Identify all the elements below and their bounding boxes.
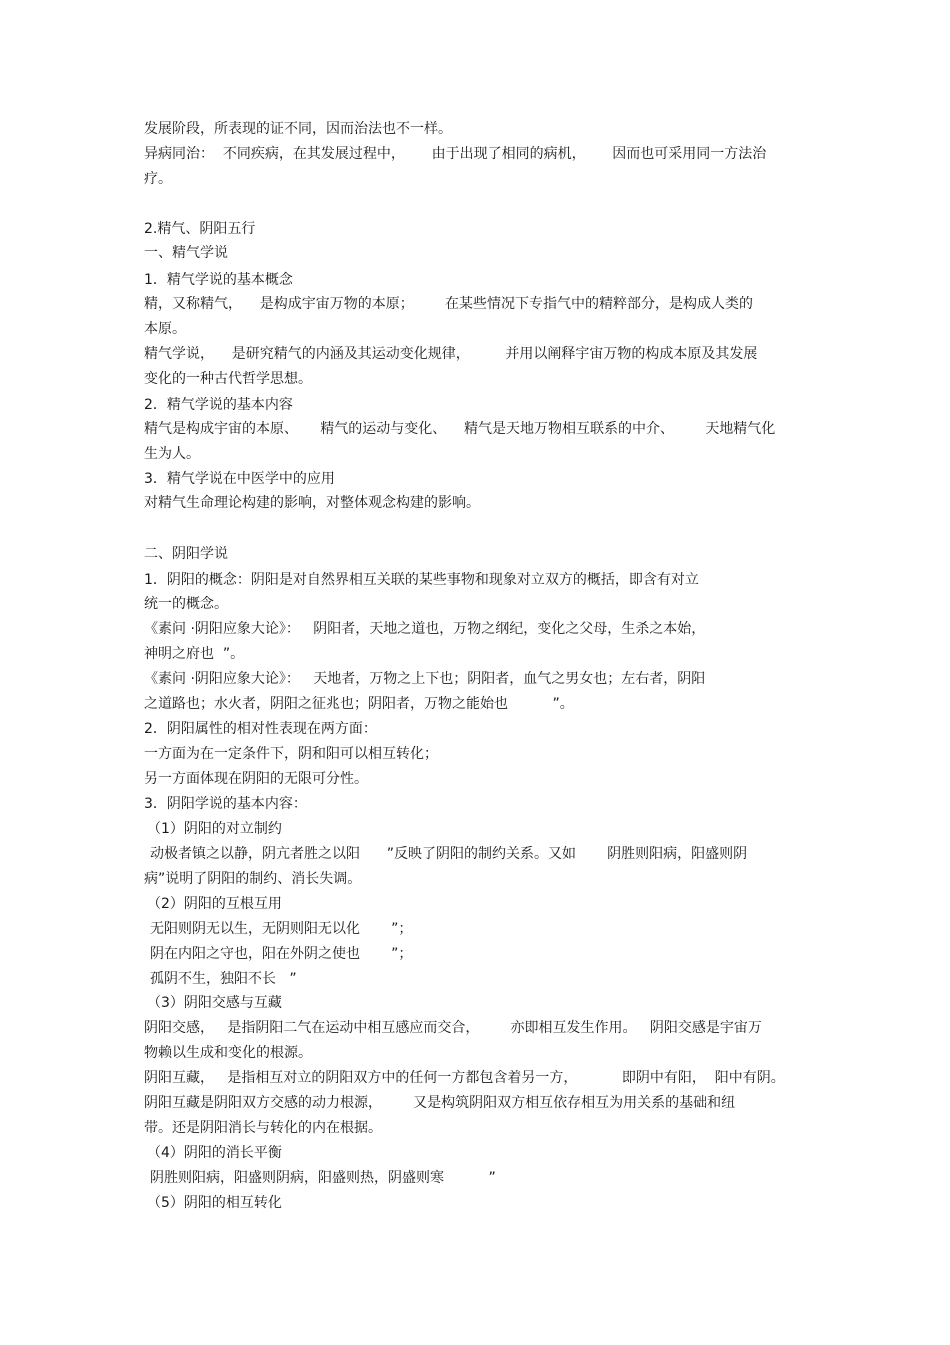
subheading: 3．阴阳学说的基本内容： (144, 796, 307, 812)
section-heading: 一、精气学说 (144, 245, 228, 261)
text-line: 病”说明了阴阳的制约、消长失调。 (144, 871, 362, 887)
text-line: 带。还是阴阳消长与转化的内在根据。 (144, 1120, 382, 1136)
text-line: 神明之府也 ”。 (144, 646, 245, 662)
text-line: 1．阴阳的概念：阴阳是对自然界相互关联的某些事物和现象对立双方的概括，即含有对立 (144, 572, 699, 588)
text-line: 对精气生命理论构建的影响，对整体观念构建的影响。 (144, 495, 480, 511)
text-line: 本原。 (144, 321, 186, 337)
text-line: 精，又称精气， 是构成宇宙万物的本原； 在某些情况下专指气中的精粹部分，是构成人类的 (144, 296, 753, 312)
section-heading: 二、阴阳学说 (144, 546, 228, 562)
subheading: （3）阴阳交感与互藏 (147, 995, 282, 1011)
text-line: 统一的概念。 (144, 596, 228, 612)
subheading: （5）阴阳的相互转化 (147, 1195, 282, 1211)
text-line: 一方面为在一定条件下，阴和阳可以相互转化； (144, 746, 438, 762)
text-line: 精气是构成宇宙的本原、 精气的运动与变化、 精气是天地万物相互联系的中介、 天地精气化 (144, 421, 776, 437)
text-line: 物赖以生成和变化的根源。 (144, 1045, 312, 1061)
subheading: 2．精气学说的基本内容 (144, 397, 293, 413)
text-line: 疗。 (144, 171, 172, 187)
subheading: 3．精气学说在中医学中的应用 (144, 471, 335, 487)
subheading: （4）阴阳的消长平衡 (147, 1145, 282, 1161)
text-line: 阴阳交感， 是指阴阳二气在运动中相互感应而交合， 亦即相互发生作用。 阴阳交感是宇宙万 (144, 1020, 762, 1036)
text-line: 阴在内阳之守也，阳在外阴之使也 ”； (150, 946, 413, 962)
text-line: 生为人。 (144, 446, 200, 462)
text-line: 另一方面体现在阴阳的无限可分性。 (144, 771, 368, 787)
subheading: 1．精气学说的基本概念 (144, 272, 293, 288)
section-heading: 2.精气、阴阳五行 (144, 221, 256, 237)
text-line: 之道路也；水火者，阴阳之征兆也；阴阳者，万物之能始也 ”。 (144, 696, 574, 712)
subheading: （2）阴阳的互根互用 (147, 896, 282, 912)
text-line: 无阳则阴无以生，无阴则阳无以化 ”； (150, 921, 413, 937)
text-line: 《素问 ·阴阳应象大论》： 天地者，万物之上下也；阴阳者，血气之男女也；左右者，阴阳 (144, 671, 706, 687)
text-line: 阴阳互藏， 是指相互对立的阴阳双方中的任何一方都包含着另一方， 即阴中有阳， 阳中有阴。 (144, 1070, 785, 1086)
text-line: 阴胜则阳病，阳盛则阴病，阳盛则热，阴盛则寒 ” (150, 1170, 496, 1186)
text-line: 精气学说， 是研究精气的内涵及其运动变化规律， 并用以阐释宇宙万物的构成本原及其发展 (144, 346, 758, 362)
text-line: 发展阶段，所表现的证不同，因而治法也不一样。 (144, 121, 452, 137)
subheading: 2．阴阳属性的相对性表现在两方面： (144, 721, 377, 737)
text-line: 孤阴不生，独阳不长 ” (150, 971, 297, 987)
text-line: 阴阳互藏是阴阳双方交感的动力根源， 又是构筑阴阳双方相互依存相互为用关系的基础和纽 (144, 1095, 736, 1111)
text-line: 异病同治： 不同疾病，在其发展过程中， 由于出现了相同的病机， 因而也可采用同一方法治 (144, 146, 767, 162)
text-line: 《素问 ·阴阳应象大论》： 阴阳者，天地之道也，万物之纲纪，变化之父母，生杀之本始， (144, 621, 706, 637)
subheading: （1）阴阳的对立制约 (147, 821, 282, 837)
text-line: 动极者镇之以静，阴亢者胜之以阳 ”反映了阴阳的制约关系。又如 阴胜则阳病，阳盛则阴 (150, 846, 748, 862)
text-line: 变化的一种古代哲学思想。 (144, 371, 312, 387)
